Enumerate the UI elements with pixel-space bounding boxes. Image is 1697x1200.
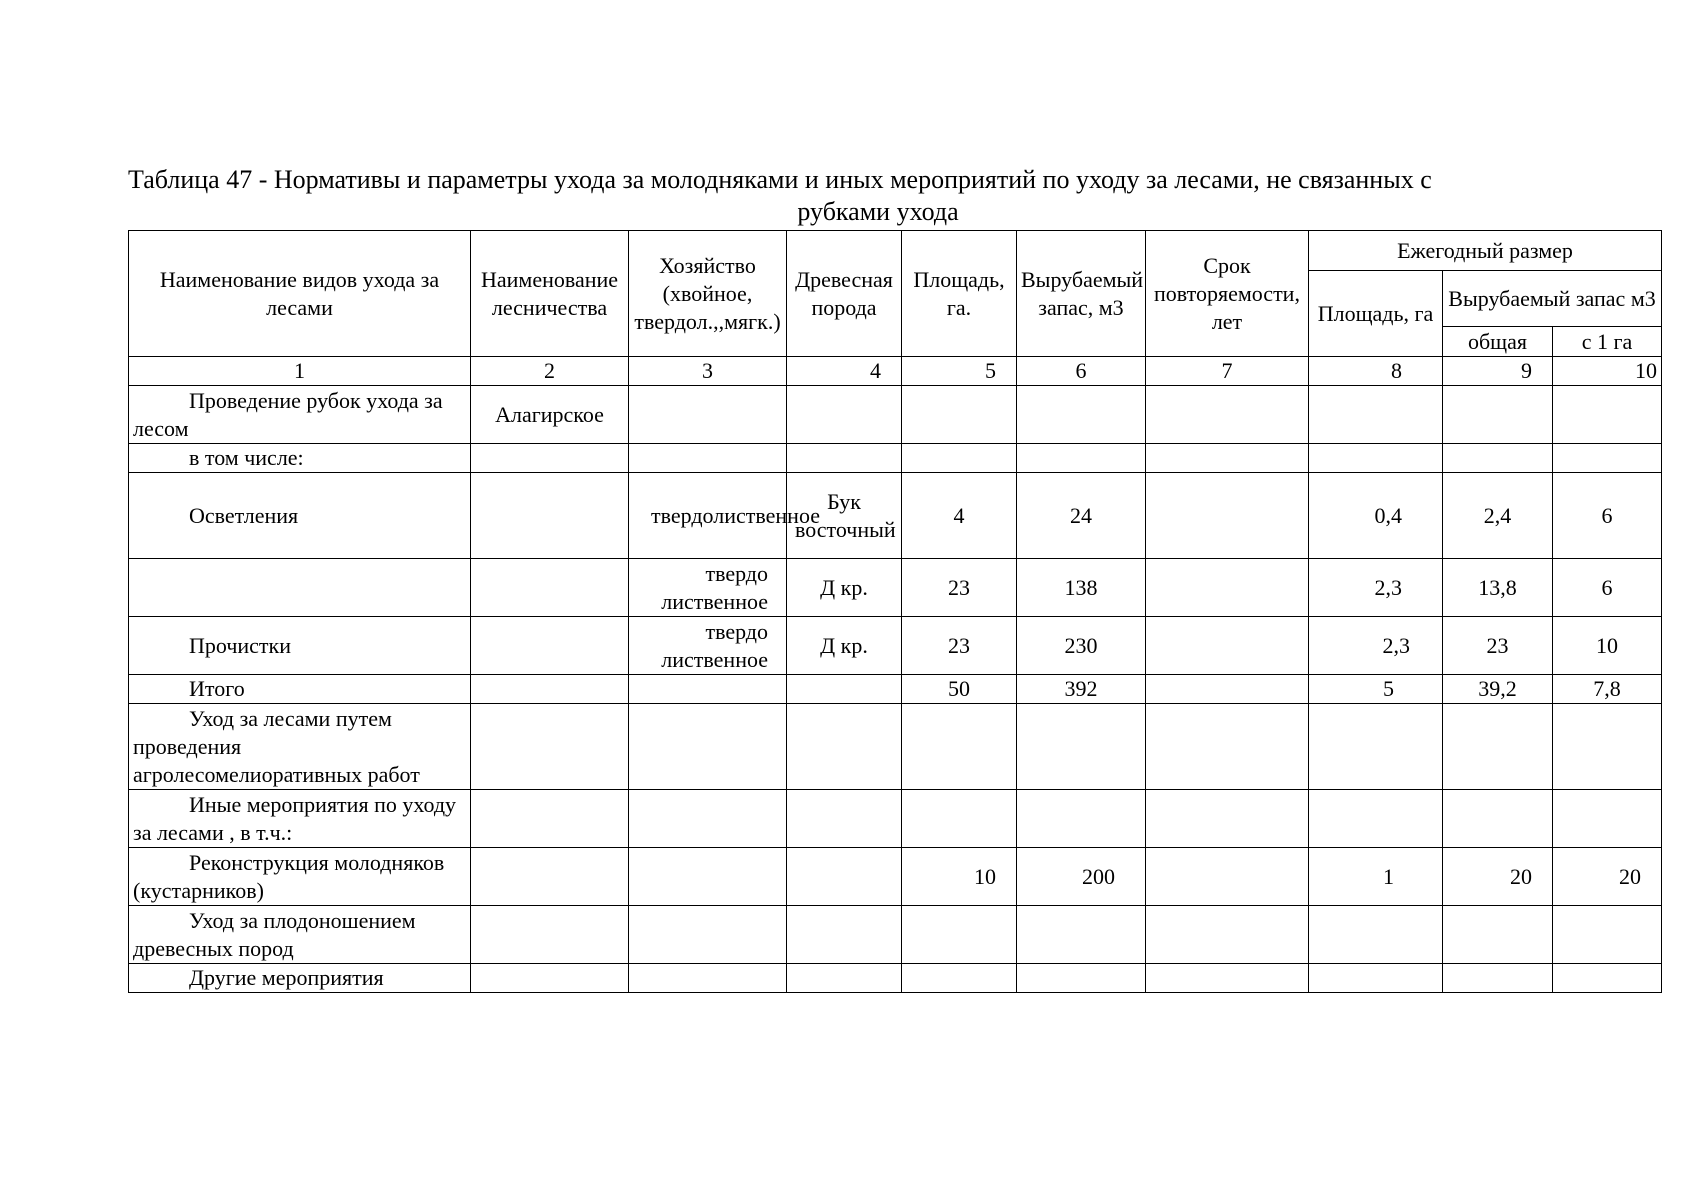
cell-area: 23 bbox=[902, 559, 1017, 617]
cell-area bbox=[902, 790, 1017, 848]
col-number: 7 bbox=[1146, 357, 1309, 386]
cell-stock: 392 bbox=[1017, 675, 1146, 704]
cell-area: 4 bbox=[902, 473, 1017, 559]
cell-stock bbox=[1017, 386, 1146, 444]
cell-forestry bbox=[471, 444, 629, 473]
column-number-row bbox=[129, 357, 1662, 386]
cell-species bbox=[787, 848, 902, 906]
cell-stock: 200 bbox=[1017, 848, 1146, 906]
header-stock: Вырубаемый запас, м3 bbox=[1017, 231, 1146, 357]
col-number: 6 bbox=[1017, 357, 1146, 386]
col-number: 10 bbox=[1553, 357, 1662, 386]
cell-farm bbox=[629, 704, 787, 790]
cell-period bbox=[1146, 906, 1309, 964]
cell-annual-total bbox=[1443, 386, 1553, 444]
cell-area: 50 bbox=[902, 675, 1017, 704]
row-name: Другие мероприятия bbox=[189, 965, 384, 990]
cell-period bbox=[1146, 790, 1309, 848]
cell-forestry bbox=[471, 704, 629, 790]
cell-annual-area: 2,3 bbox=[1309, 559, 1443, 617]
cell-species bbox=[787, 964, 902, 993]
table-row bbox=[129, 444, 1662, 473]
cell-annual-area bbox=[1309, 790, 1443, 848]
cell-annual-per-ha bbox=[1553, 386, 1662, 444]
cell-annual-area: 0,4 bbox=[1309, 473, 1443, 559]
cell-stock bbox=[1017, 444, 1146, 473]
col-number: 2 bbox=[471, 357, 629, 386]
cell-area: 23 bbox=[902, 617, 1017, 675]
header-annual-area: Площадь, га bbox=[1309, 271, 1443, 357]
cell-annual-total: 20 bbox=[1443, 848, 1553, 906]
cell-stock: 230 bbox=[1017, 617, 1146, 675]
cell-annual-total bbox=[1443, 906, 1553, 964]
row-name: Иные мероприятия по уходу за лесами , в т.ч.: bbox=[133, 791, 457, 845]
cell-period bbox=[1146, 444, 1309, 473]
cell-stock bbox=[1017, 704, 1146, 790]
cell-annual-total: 39,2 bbox=[1443, 675, 1553, 704]
cell-area bbox=[902, 906, 1017, 964]
cell-farm: твердолиственное bbox=[629, 473, 787, 559]
cell-species: Д кр. bbox=[787, 617, 902, 675]
row-name: в том числе: bbox=[189, 445, 304, 470]
cell-annual-per-ha: 10 bbox=[1553, 617, 1662, 675]
cell-area: 10 bbox=[902, 848, 1017, 906]
row-name: Осветления bbox=[189, 502, 299, 528]
cell-forestry bbox=[471, 906, 629, 964]
table-row bbox=[129, 473, 1662, 559]
col-number: 5 bbox=[902, 357, 1017, 386]
col-number: 4 bbox=[787, 357, 902, 386]
cell-annual-per-ha: 6 bbox=[1553, 559, 1662, 617]
cell-annual-total bbox=[1443, 790, 1553, 848]
table-row bbox=[129, 906, 1662, 964]
cell-area bbox=[902, 386, 1017, 444]
cell-species bbox=[787, 386, 902, 444]
cell-annual-area bbox=[1309, 964, 1443, 993]
table-row bbox=[129, 704, 1662, 790]
table-row bbox=[129, 964, 1662, 993]
cell-annual-per-ha bbox=[1553, 444, 1662, 473]
row-name: Уход за плодоношением древесных пород bbox=[133, 907, 416, 961]
cell-stock bbox=[1017, 790, 1146, 848]
cell-species bbox=[787, 704, 902, 790]
cell-forestry bbox=[471, 964, 629, 993]
cell-area bbox=[902, 964, 1017, 993]
cell-farm: твердо лиственное bbox=[629, 617, 787, 675]
cell-farm bbox=[629, 906, 787, 964]
header-period: Срок повторяемости, лет bbox=[1146, 231, 1309, 357]
cell-annual-total bbox=[1443, 964, 1553, 993]
row-name: Реконструкция молодняков (кустарников) bbox=[133, 849, 445, 903]
cell-annual-area bbox=[1309, 444, 1443, 473]
cell-forestry bbox=[471, 790, 629, 848]
header-annual: Ежегодный размер bbox=[1309, 231, 1662, 271]
col-number: 1 bbox=[129, 357, 471, 386]
cell-farm: твердо лиственное bbox=[629, 559, 787, 617]
cell-farm bbox=[629, 444, 787, 473]
cell-annual-total bbox=[1443, 444, 1553, 473]
cell-stock bbox=[1017, 964, 1146, 993]
header-forestry: Наименование лесничества bbox=[471, 231, 629, 357]
row-name: Прочистки bbox=[189, 632, 291, 658]
header-kind: Наименование видов ухода за лесами bbox=[129, 231, 471, 357]
table-row bbox=[129, 675, 1662, 704]
table-row bbox=[129, 790, 1662, 848]
col-number: 3 bbox=[629, 357, 787, 386]
title-line-2: рубками ухода bbox=[797, 197, 959, 226]
cell-annual-area: 2,3 bbox=[1309, 617, 1443, 675]
cell-forestry bbox=[471, 848, 629, 906]
cell-species: Бук восточный bbox=[787, 473, 902, 559]
cell-species bbox=[787, 444, 902, 473]
header-stock-total: общая bbox=[1443, 327, 1553, 357]
col-number: 9 bbox=[1443, 357, 1553, 386]
cell-annual-area bbox=[1309, 704, 1443, 790]
table-row bbox=[129, 559, 1662, 617]
cell-farm bbox=[629, 848, 787, 906]
cell-farm bbox=[629, 790, 787, 848]
header-stock-per-ha: с 1 га bbox=[1553, 327, 1662, 357]
row-name: Проведение рубок ухода за лесом bbox=[133, 387, 443, 441]
row-name: Итого bbox=[189, 676, 245, 701]
header-species: Древесная порода bbox=[787, 231, 902, 357]
cell-forestry: Алагирское bbox=[471, 386, 629, 444]
norms-table bbox=[128, 230, 1662, 993]
cell-area bbox=[902, 704, 1017, 790]
cell-period bbox=[1146, 617, 1309, 675]
cell-annual-area bbox=[1309, 906, 1443, 964]
cell-period bbox=[1146, 848, 1309, 906]
cell-farm bbox=[629, 386, 787, 444]
cell-period bbox=[1146, 386, 1309, 444]
header-annual-stock: Вырубаемый запас м3 bbox=[1443, 271, 1662, 327]
cell-forestry bbox=[471, 675, 629, 704]
cell-stock: 24 bbox=[1017, 473, 1146, 559]
cell-period bbox=[1146, 473, 1309, 559]
cell-annual-total: 13,8 bbox=[1443, 559, 1553, 617]
cell-forestry bbox=[471, 473, 629, 559]
col-number: 8 bbox=[1309, 357, 1443, 386]
cell-annual-per-ha: 6 bbox=[1553, 473, 1662, 559]
cell-annual-per-ha bbox=[1553, 906, 1662, 964]
cell-farm bbox=[629, 964, 787, 993]
table-row bbox=[129, 386, 1662, 444]
cell-annual-area: 1 bbox=[1309, 848, 1443, 906]
cell-stock: 138 bbox=[1017, 559, 1146, 617]
cell-annual-per-ha: 20 bbox=[1553, 848, 1662, 906]
cell-forestry bbox=[471, 559, 629, 617]
cell-annual-per-ha bbox=[1553, 964, 1662, 993]
cell-annual-total: 23 bbox=[1443, 617, 1553, 675]
cell-period bbox=[1146, 675, 1309, 704]
row-name: Уход за лесами путем проведения агролесомелиоративных работ bbox=[133, 705, 420, 787]
cell-forestry bbox=[471, 617, 629, 675]
cell-annual-total: 2,4 bbox=[1443, 473, 1553, 559]
header-farm: Хозяйство (хвойное, твердол.,,мягк.) bbox=[629, 231, 787, 357]
cell-period bbox=[1146, 704, 1309, 790]
cell-annual-area: 5 bbox=[1309, 675, 1443, 704]
cell-species bbox=[787, 675, 902, 704]
cell-annual-total bbox=[1443, 704, 1553, 790]
cell-annual-per-ha: 7,8 bbox=[1553, 675, 1662, 704]
cell-annual-per-ha bbox=[1553, 704, 1662, 790]
cell-period bbox=[1146, 559, 1309, 617]
cell-species bbox=[787, 906, 902, 964]
title-line-1: Таблица 47 - Нормативы и параметры ухода за молодняками и иных мероприятий по уходу за лесами, не связанных с bbox=[128, 165, 1432, 194]
table-row bbox=[129, 617, 1662, 675]
cell-annual-per-ha bbox=[1553, 790, 1662, 848]
cell-species: Д кр. bbox=[787, 559, 902, 617]
cell-period bbox=[1146, 964, 1309, 993]
header-area: Площадь, га. bbox=[902, 231, 1017, 357]
cell-species bbox=[787, 790, 902, 848]
cell-stock bbox=[1017, 906, 1146, 964]
table-title bbox=[128, 164, 1628, 228]
cell-annual-area bbox=[1309, 386, 1443, 444]
cell-farm bbox=[629, 675, 787, 704]
table-row bbox=[129, 848, 1662, 906]
cell-area bbox=[902, 444, 1017, 473]
